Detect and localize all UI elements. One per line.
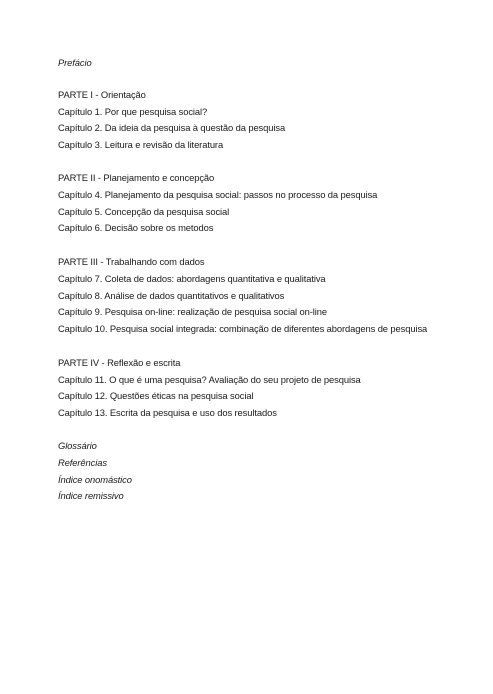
chapter-13-entry: Capítulo 13. Escrita da pesquisa e uso dos resultados (58, 407, 277, 418)
chapter-6-entry: Capítulo 6. Decisão sobre os metodos (58, 222, 214, 233)
chapter-9-entry: Capítulo 9. Pesquisa on-line: realização de pesquisa social on-line (58, 306, 327, 317)
part-4-title: PARTE IV - Reflexão e escrita (58, 357, 181, 368)
chapter-7-entry: Capítulo 7. Coleta de dados: abordagens quantitativa e qualitativa (58, 273, 326, 284)
part-3-title: PARTE III - Trabalhando com dados (58, 256, 205, 267)
chapter-4-entry: Capítulo 4. Planejamento da pesquisa social: passos no processo da pesquisa (58, 189, 378, 200)
glossary-entry: Glossário (58, 440, 97, 451)
part-1-title: PARTE I - Orientação (58, 89, 146, 100)
name-index-entry: Índice onomástico (58, 474, 132, 485)
chapter-3-entry: Capítulo 3. Leitura e revisão da literatura (58, 139, 224, 150)
references-entry: Referências (58, 457, 107, 468)
part-2-title: PARTE II - Planejamento e concepção (58, 172, 215, 183)
chapter-8-entry: Capítulo 8. Análise de dados quantitativos e qualitativos (58, 290, 285, 301)
chapter-11-entry: Capítulo 11. O que é uma pesquisa? Avaliação do seu projeto de pesquisa (58, 374, 361, 385)
chapter-2-entry: Capítulo 2. Da ideia da pesquisa à questão da pesquisa (58, 122, 286, 133)
preface-entry: Prefácio (58, 57, 92, 68)
chapter-12-entry: Capítulo 12. Questões éticas na pesquisa social (58, 390, 254, 401)
chapter-5-entry: Capítulo 5. Concepção da pesquisa social (58, 206, 230, 217)
chapter-10-entry: Capítulo 10. Pesquisa social integrada: combinação de diferentes abordagens de pesquisa (58, 323, 428, 334)
subject-index-entry: Índice remissivo (58, 490, 124, 501)
chapter-1-entry: Capítulo 1. Por que pesquisa social? (58, 106, 208, 117)
